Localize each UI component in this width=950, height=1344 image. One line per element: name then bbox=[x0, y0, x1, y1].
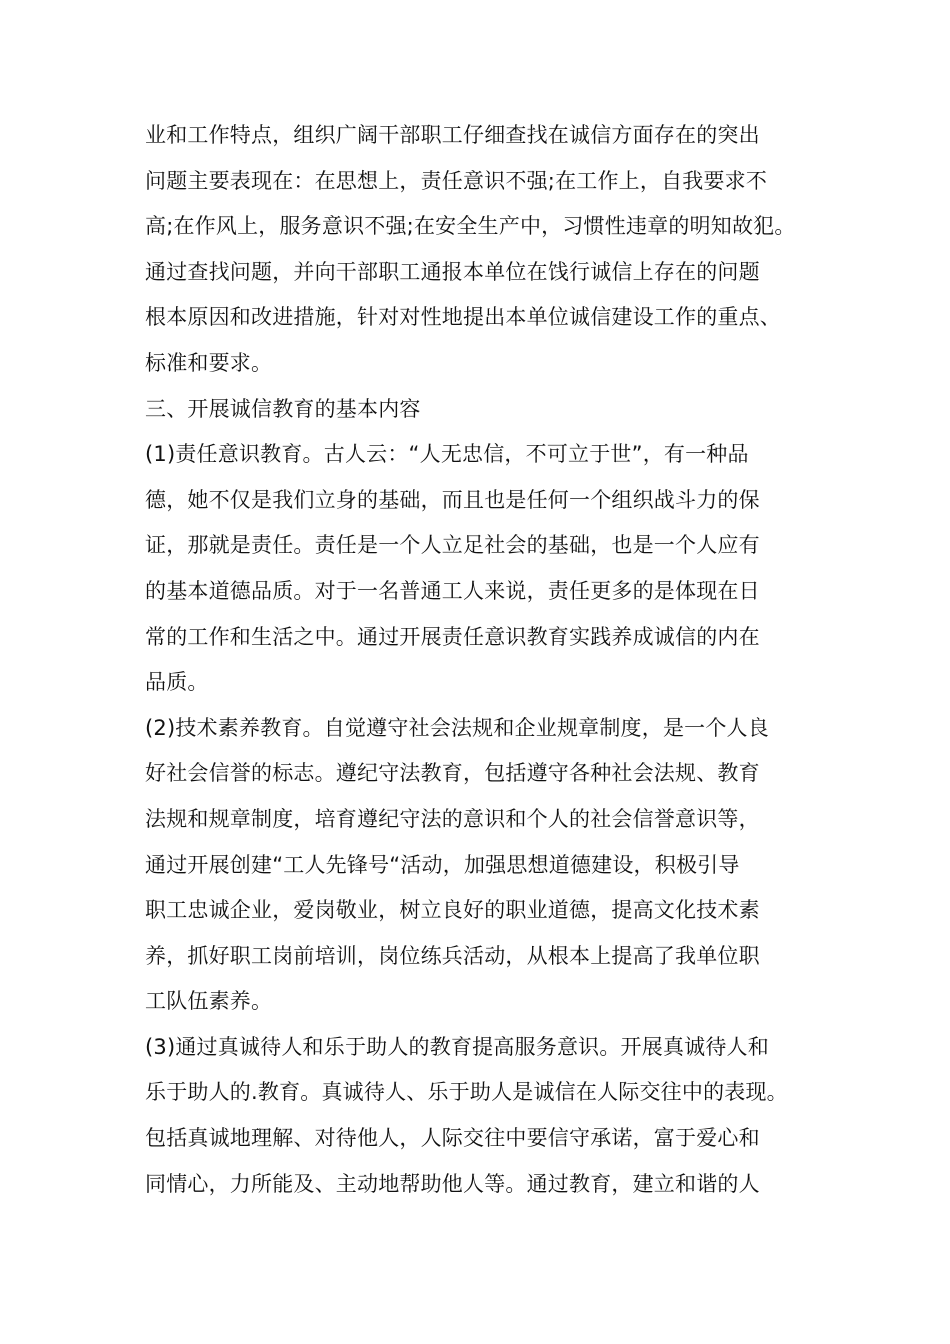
text-line: 证，那就是责任。责任是一个人立足社会的基础，也是一个人应有 bbox=[145, 533, 760, 558]
text-line: 常的工作和生活之中。通过开展责任意识教育实践养成诚信的内在 bbox=[145, 624, 760, 649]
paragraph-responsibility-education bbox=[145, 432, 815, 706]
text-line: 标准和要求。 bbox=[145, 350, 273, 375]
text-line: (1)责任意识教育。古人云：“人无忠信，不可立于世”，有一种品 bbox=[145, 442, 749, 467]
text-line: (3)通过真诚待人和乐于助人的教育提高服务意识。开展真诚待人和 bbox=[145, 1034, 769, 1059]
paragraph-technical-literacy bbox=[145, 706, 815, 1025]
paragraph-service-awareness bbox=[145, 1025, 815, 1207]
paragraph-integrity-problems bbox=[145, 113, 815, 387]
document-body bbox=[145, 113, 815, 1207]
text-line: 工队伍素养。 bbox=[145, 989, 273, 1014]
text-line: 德，她不仅是我们立身的基础，而且也是任何一个组织战斗力的保 bbox=[145, 487, 760, 512]
heading-line: 三、开展诚信教育的基本内容 bbox=[145, 396, 421, 421]
text-line: 通过开展创建“工人先锋号“活动，加强思想道德建设，积极引导 bbox=[145, 852, 740, 877]
text-line: 乐于助人的.教育。真诚待人、乐于助人是诚信在人际交往中的表现。 bbox=[145, 1080, 788, 1105]
text-line: (2)技术素养教育。自觉遵守社会法规和企业规章制度，是一个人良 bbox=[145, 715, 769, 740]
text-line: 包括真诚地理解、对待他人，人际交往中要信守承诺，富于爱心和 bbox=[145, 1126, 760, 1151]
text-line: 的基本道德品质。对于一名普通工人来说，责任更多的是体现在日 bbox=[145, 578, 760, 603]
text-line: 养，抓好职工岗前培训，岗位练兵活动，从根本上提高了我单位职 bbox=[145, 943, 760, 968]
text-line: 业和工作特点，组织广阔干部职工仔细查找在诚信方面存在的突出 bbox=[145, 123, 760, 147]
text-line: 问题主要表现在：在思想上，责任意识不强;在工作上，自我要求不 bbox=[145, 168, 768, 193]
text-line: 高;在作风上，服务意识不强;在安全生产中，习惯性违章的明知故犯。 bbox=[145, 214, 796, 239]
text-line: 品质。 bbox=[145, 670, 209, 695]
text-line: 同情心，力所能及、主动地帮助他人等。通过教育，建立和谐的人 bbox=[145, 1171, 760, 1196]
text-line: 根本原因和改进措施，针对对性地提出本单位诚信建设工作的重点、 bbox=[145, 305, 781, 330]
text-line: 通过查找问题，并向干部职工通报本单位在饯行诚信上存在的问题 bbox=[145, 259, 760, 284]
text-line: 好社会信誉的标志。遵纪守法教育，包括遵守各种社会法规、教育 bbox=[145, 761, 760, 786]
text-line: 职工忠诚企业，爱岗敬业，树立良好的职业道德，提高文化技术素 bbox=[145, 898, 760, 923]
section-heading bbox=[145, 387, 815, 433]
text-line: 法规和规章制度，培育遵纪守法的意识和个人的社会信誉意识等， bbox=[145, 806, 760, 831]
